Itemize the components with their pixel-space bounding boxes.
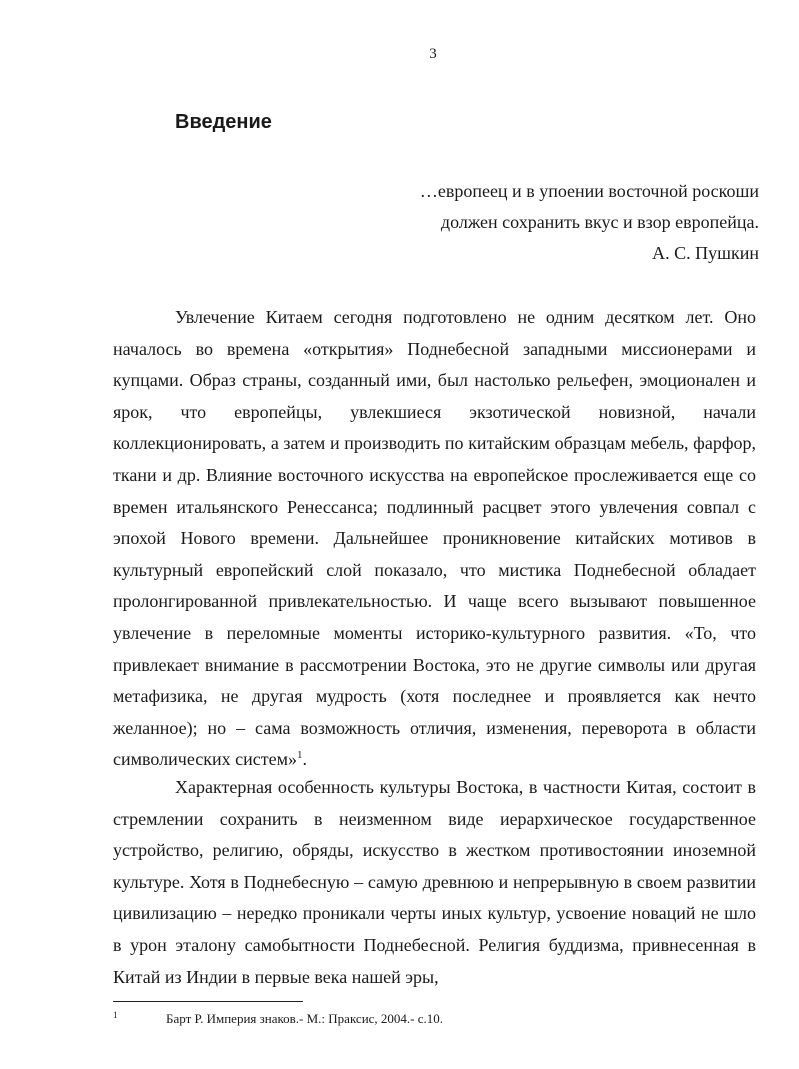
epigraph-line-2: должен сохранить вкус и взор европейца. [440,212,759,232]
section-heading: Введение [175,111,272,133]
footnote-number: 1 [113,1010,118,1020]
footnote-reference[interactable]: 1 [296,749,303,762]
epigraph-line-1: …европеец и в упоении восточной роскоши [419,181,759,201]
paragraph-2-text: Характерная особенность культуры Востока, в частности Китая, состоит в стремлении сохранить в неизменном виде иерархическое государственное устройство, религию, обряды, искусство в жестком противостоянии иноземной культуре. Хотя в Поднебесную – самую древнюю и непрерывную в своем развитии цивилизацию – нередко проникали черты иных культур, усвоение новаций не шло в урон эталону самобытности Поднебесной. Религия буддизма, привнесенная в Китай из Индии в первые века нашей эры, [113,777,756,987]
epigraph [420,176,759,269]
footnote-separator [113,1001,303,1002]
epigraph-author: А. С. Пушкин [652,243,759,263]
footnote-text: Барт Р. Империя знаков.- М.: Праксис, 2004.- с.10. [166,1011,444,1026]
paragraph-1 [113,302,756,776]
paragraph-2 [113,772,756,993]
paragraph-1-text: Увлечение Китаем сегодня подготовлено не одним десятком лет. Оно началось во времена «открытия» Поднебесной западными миссионерами и купцами. Образ страны, созданный ими, был настолько рельефен, эмоционален и ярок, что европейцы, увлекшиеся экзотической новизной, начали коллекционировать, а затем и производить по китайским образцам мебель, фарфор, ткани и др. Влияние восточного искусства на европейское прослеживается еще со времен итальянского Ренессанса; подлинный расцвет этого увлечения совпал с эпохой Нового времени. Дальнейшее проникновение китайских мотивов в культурный европейский слой показало, что мистика Поднебесной обладает пролонгированной привлекательностью. И чаще всего вызывают повышенное увлечение в переломные моменты историко-культурного развития. «То, что привлекает внимание в рассмотрении Востока, это не другие символы или другая метафизика, не другая мудрость (хотя последнее и проявляется как нечто желанное); но – сама возможность отличия, изменения, переворота в области символических систем» [113,307,756,770]
paragraph-1-end: . [302,749,307,770]
footnote [113,1010,443,1027]
page-number: 3 [429,46,437,62]
